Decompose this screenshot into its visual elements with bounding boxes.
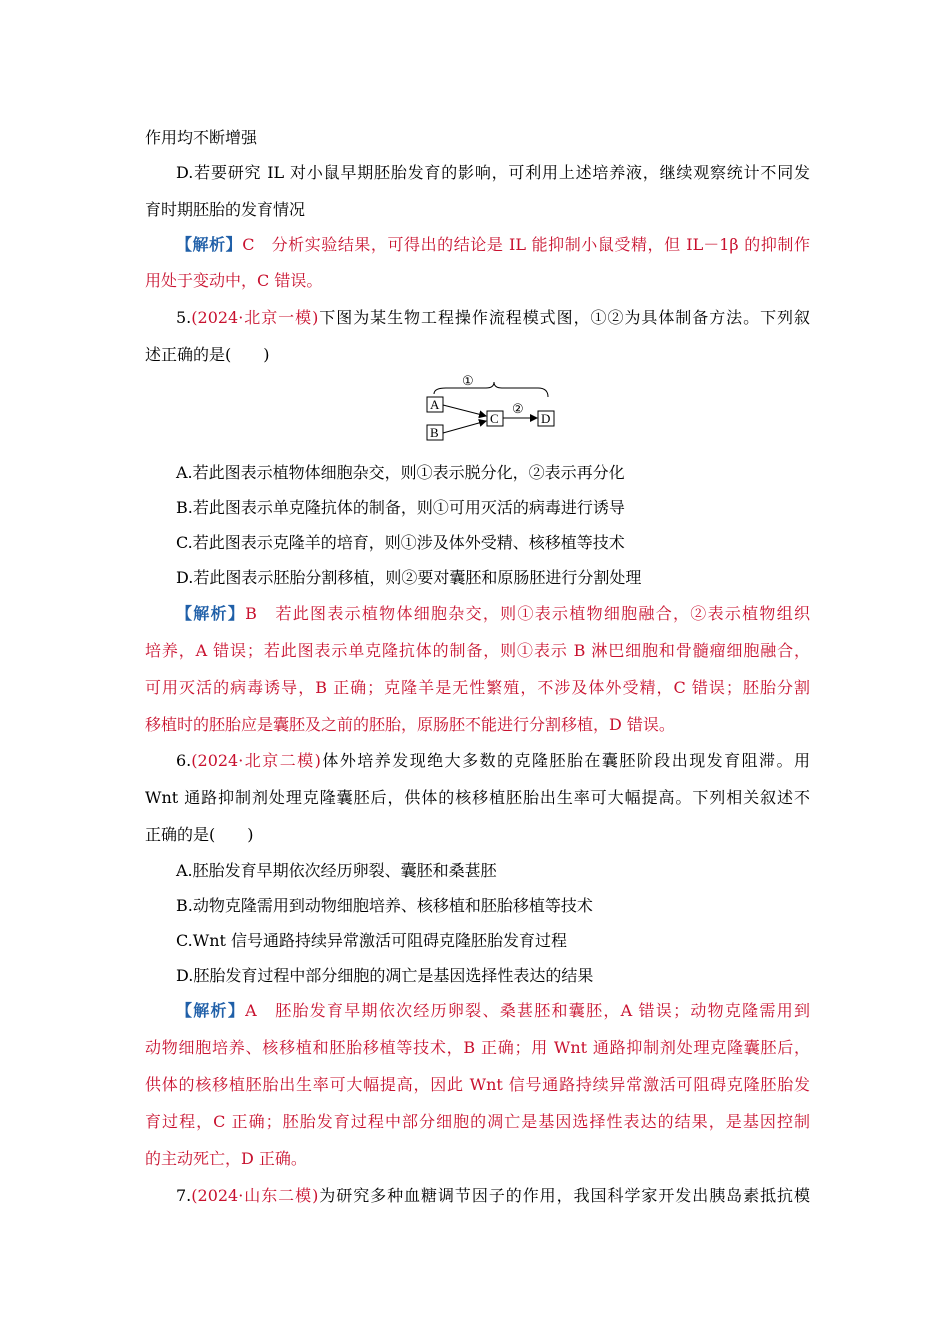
q6-option-b: B.动物克隆需用到动物细胞培养、核移植和胚胎移植等技术 (176, 896, 593, 915)
arrow-a-c (443, 405, 486, 416)
box-a-label: A (430, 397, 440, 412)
flow-diagram (426, 372, 561, 444)
q5-answer-line3: 可用灭活的病毒诱导，B 正确；克隆羊是无性繁殖，不涉及体外受精，C 错误；胚胎分割 (145, 678, 810, 697)
q6-option-c: C.Wnt 信号通路持续异常激活可阻碍克隆胚胎发育过程 (176, 931, 568, 950)
q5-number: 5. (176, 308, 192, 327)
label-circle-1: ① (462, 373, 474, 388)
q6-source: (2024·北京二模) (191, 751, 321, 770)
q5-source: (2024·北京一模) (191, 308, 319, 327)
q6-answer-line4: 育过程，C 正确；胚胎发育过程中部分细胞的凋亡是基因选择性表达的结果，是基因控制 (145, 1112, 810, 1131)
q4-answer-line2: 用处于变动中，C 错误。 (145, 271, 323, 290)
q7-number: 7. (176, 1186, 192, 1205)
brace-line (434, 382, 548, 397)
q5-answer-line2: 培养，A 错误；若此图表示单克隆抗体的制备，则①表示 B 淋巴细胞和骨髓瘤细胞融合， (145, 641, 810, 660)
q5-stem-text1: 下图为某生物工程操作流程模式图，①②为具体制备方法。下列叙 (318, 308, 810, 327)
q5-stem-line1 (176, 308, 810, 328)
q4-option-d-line1: D.若要研究 IL 对小鼠早期胚胎发育的影响，可利用上述培养液，继续观察统计不同发 (176, 163, 810, 182)
q5-answer-text1: B 若此图表示植物体细胞杂交，则①表示植物细胞融合，②表示植物组织 (245, 604, 810, 623)
box-d-label: D (541, 411, 551, 426)
q7-source: (2024·山东二模) (191, 1186, 319, 1205)
box-b-label: B (430, 425, 439, 440)
q6-number: 6. (176, 751, 192, 770)
arrow-b-c (443, 421, 486, 433)
q5-option-a: A.若此图表示植物体细胞杂交，则①表示脱分化，②表示再分化 (176, 463, 625, 482)
q5-option-c: C.若此图表示克隆羊的培育，则①涉及体外受精、核移植等技术 (176, 533, 625, 552)
answer-tag: 【解析】 (176, 1001, 246, 1020)
q5-option-d: D.若此图表示胚胎分割移植，则②要对囊胚和原肠胚进行分割处理 (176, 568, 642, 587)
q4-answer-line1 (176, 235, 810, 255)
q6-answer-line1 (176, 1001, 810, 1021)
answer-tag: 【解析】 (176, 604, 246, 623)
q6-stem-line1 (176, 751, 810, 771)
answer-tag: 【解析】 (176, 235, 243, 254)
q6-stem-text1: 体外培养发现绝大多数的克隆胚胎在囊胚阶段出现发育阻滞。用 (320, 751, 810, 770)
q6-answer-line5: 的主动死亡，D 正确。 (145, 1149, 307, 1168)
q5-answer-line4: 移植时的胚胎应是囊胚及之前的胚胎，原肠胚不能进行分割移植，D 错误。 (145, 715, 675, 734)
q5-stem-line2: 述正确的是( ) (145, 345, 270, 364)
q7-stem-text1: 为研究多种血糖调节因子的作用，我国科学家开发出胰岛素抵抗模 (318, 1186, 810, 1205)
q6-option-d: D.胚胎发育过程中部分细胞的凋亡是基因选择性表达的结果 (176, 966, 594, 985)
q5-answer-line1 (176, 604, 810, 624)
q7-stem-line1 (176, 1186, 810, 1206)
q6-stem-line3: 正确的是( ) (145, 825, 254, 844)
q6-option-a: A.胚胎发育早期依次经历卵裂、囊胚和桑葚胚 (176, 861, 497, 880)
q4-option-d-line2: 育时期胚胎的发育情况 (145, 200, 306, 219)
label-circle-2: ② (512, 401, 524, 416)
q4-answer-text1: C 分析实验结果，可得出的结论是 IL 能抑制小鼠受精，但 IL－1β 的抑制作 (242, 235, 810, 254)
q6-answer-line2: 动物细胞培养、核移植和胚胎移植等技术，B 正确；用 Wnt 通路抑制剂处理克隆囊胚后， (145, 1038, 810, 1057)
box-c-label: C (490, 411, 499, 426)
q6-answer-line3: 供体的核移植胚胎出生率可大幅提高，因此 Wnt 信号通路持续异常激活可阻碍克隆胚胎发 (145, 1075, 810, 1094)
q6-answer-text1: A 胚胎发育早期依次经历卵裂、桑葚胚和囊胚，A 错误；动物克隆需用到 (245, 1001, 810, 1020)
q4-tail-text: 作用均不断增强 (145, 128, 258, 147)
q5-option-b: B.若此图表示单克隆抗体的制备，则①可用灭活的病毒进行诱导 (176, 498, 625, 517)
q6-stem-line2: Wnt 通路抑制剂处理克隆囊胚后，供体的核移植胚胎出生率可大幅提高。下列相关叙述不 (145, 788, 810, 807)
